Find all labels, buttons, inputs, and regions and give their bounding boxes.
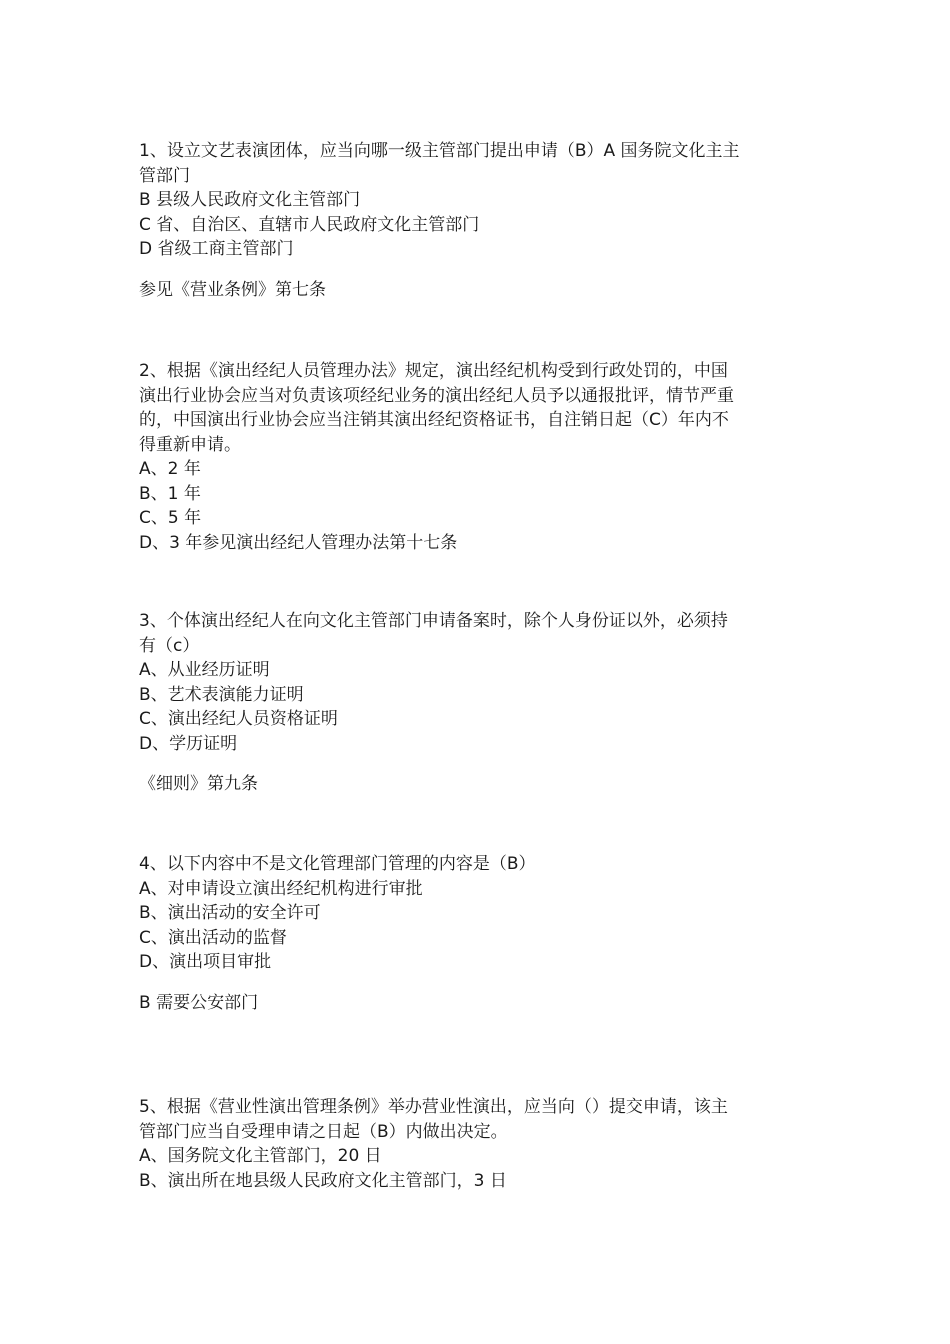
question-2-option-c: C、5 年 xyxy=(139,508,202,528)
question-4-stem: 4、以下内容中不是文化管理部门管理的内容是（B） xyxy=(139,854,536,874)
question-3-option-a: A、从业经历证明 xyxy=(139,660,270,680)
question-2-stem: 2、根据《演出经纪人员管理办法》规定，演出经纪机构受到行政处罚的，中国 xyxy=(139,361,728,381)
question-2-stem-cont-1: 演出行业协会应当对负责该项经纪业务的演出经纪人员予以通报批评，情节严重 xyxy=(139,385,734,406)
question-3-stem-cont: 有（c） xyxy=(139,635,200,656)
question-1-option-b: B 县级人民政府文化主管部门 xyxy=(139,190,361,210)
question-3-option-b: B、艺术表演能力证明 xyxy=(139,684,304,705)
question-4-option-d: D、演出项目审批 xyxy=(139,952,272,972)
question-5-stem: 5、根据《营业性演出管理条例》举办营业性演出，应当向（）提交申请，该主 xyxy=(139,1097,728,1117)
question-1-option-c: C 省、自治区、直辖市人民政府文化主管部门 xyxy=(139,214,480,235)
question-4 xyxy=(139,852,535,1015)
question-5-stem-cont: 管部门应当自受理申请之日起（B）内做出决定。 xyxy=(139,1121,508,1142)
question-1-note: 参见《营业条例》第七条 xyxy=(139,279,326,300)
question-3 xyxy=(139,609,728,797)
question-2-option-d: D、3 年参见演出经纪人管理办法第十七条 xyxy=(139,532,458,553)
question-3-option-d: D、学历证明 xyxy=(139,733,238,754)
question-2-option-b: B、1 年 xyxy=(139,483,201,504)
question-3-note: 《细则》第九条 xyxy=(139,774,258,794)
question-1-stem: 1、设立文艺表演团体，应当向哪一级主管部门提出申请（B）A 国务院文化主主 xyxy=(139,141,740,161)
question-2-stem-cont-2: 的，中国演出行业协会应当注销其演出经纪资格证书，自注销日起（C）年内不 xyxy=(139,410,729,430)
question-1 xyxy=(139,139,740,302)
question-1-stem-cont: 管部门 xyxy=(139,165,190,186)
question-1-option-d: D 省级工商主管部门 xyxy=(139,239,294,259)
question-2-stem-cont-3: 得重新申请。 xyxy=(139,434,241,455)
question-5-option-b: B、演出所在地县级人民政府文化主管部门，3 日 xyxy=(139,1170,507,1191)
question-5-option-a: A、国务院文化主管部门，20 日 xyxy=(139,1146,382,1166)
question-4-note: B 需要公安部门 xyxy=(139,992,259,1013)
question-4-option-c: C、演出活动的监督 xyxy=(139,927,287,948)
question-4-option-b: B、演出活动的安全许可 xyxy=(139,903,321,923)
question-4-option-a: A、对申请设立演出经纪机构进行审批 xyxy=(139,878,423,899)
question-2-option-a: A、2 年 xyxy=(139,459,201,479)
question-3-stem: 3、个体演出经纪人在向文化主管部门申请备案时，除个人身份证以外，必须持 xyxy=(139,611,728,631)
question-2 xyxy=(139,359,734,555)
question-3-option-c: C、演出经纪人员资格证明 xyxy=(139,709,338,729)
question-5 xyxy=(139,1095,728,1193)
